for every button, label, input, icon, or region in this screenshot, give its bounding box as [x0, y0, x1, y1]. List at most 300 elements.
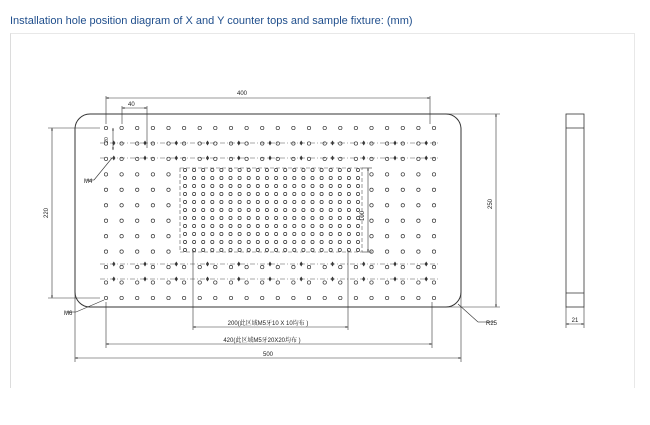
mounting-hole [401, 281, 404, 284]
mounting-hole [136, 188, 139, 191]
mounting-hole [151, 250, 154, 253]
mounting-hole [120, 188, 123, 191]
dense-hole [293, 208, 296, 211]
dense-hole [265, 232, 268, 235]
dense-hole [229, 192, 232, 195]
dense-hole [256, 208, 259, 211]
mounting-hole [120, 235, 123, 238]
dense-hole [356, 184, 359, 187]
dense-hole [356, 176, 359, 179]
dense-hole [293, 200, 296, 203]
dense-hole [202, 232, 205, 235]
dense-hole [183, 232, 186, 235]
dense-hole [265, 192, 268, 195]
dense-hole [193, 232, 196, 235]
mounting-hole [151, 265, 154, 268]
dense-hole [320, 240, 323, 243]
mounting-hole [261, 126, 264, 129]
mounting-hole [432, 173, 435, 176]
dense-hole [256, 184, 259, 187]
dense-hole [347, 240, 350, 243]
dense-hole [338, 176, 341, 179]
mounting-hole [276, 142, 279, 145]
dense-hole [229, 208, 232, 211]
dense-hole [320, 192, 323, 195]
mounting-hole [229, 296, 232, 299]
dense-hole [220, 248, 223, 251]
mounting-hole [307, 265, 310, 268]
mounting-hole [245, 296, 248, 299]
dimension-200-label: 200(此区域M5牙10 X 10均布 ) [227, 321, 309, 327]
dense-hole [302, 208, 305, 211]
dense-hole [238, 168, 241, 171]
mounting-hole [167, 235, 170, 238]
dense-hole [302, 224, 305, 227]
mounting-hole [385, 296, 388, 299]
mounting-hole [229, 265, 232, 268]
mounting-hole [432, 126, 435, 129]
dense-hole [293, 176, 296, 179]
dense-hole [202, 168, 205, 171]
mounting-hole [417, 250, 420, 253]
mounting-hole [323, 296, 326, 299]
dense-hole [183, 248, 186, 251]
dense-hole [311, 240, 314, 243]
dense-hole [229, 216, 232, 219]
dense-hole [284, 216, 287, 219]
dense-hole [356, 248, 359, 251]
dense-hole [202, 240, 205, 243]
dense-hole [275, 208, 278, 211]
mounting-hole [104, 281, 107, 284]
hole-grid [104, 126, 435, 299]
dense-hole [293, 192, 296, 195]
mounting-hole [370, 296, 373, 299]
dense-hole [284, 184, 287, 187]
mounting-hole [214, 142, 217, 145]
dense-hole [347, 176, 350, 179]
dense-hole [247, 232, 250, 235]
dense-hole [275, 168, 278, 171]
dense-hole [193, 216, 196, 219]
mounting-hole [401, 173, 404, 176]
mounting-hole [401, 265, 404, 268]
mounting-hole [401, 204, 404, 207]
mounting-hole [214, 265, 217, 268]
dense-hole [247, 248, 250, 251]
mounting-hole [151, 219, 154, 222]
mounting-hole [167, 188, 170, 191]
dense-hole [193, 184, 196, 187]
mounting-hole [417, 126, 420, 129]
dense-hole [238, 248, 241, 251]
dense-hole [284, 208, 287, 211]
mounting-hole [385, 142, 388, 145]
mounting-hole [104, 126, 107, 129]
mounting-hole [198, 265, 201, 268]
dense-hole [229, 168, 232, 171]
dense-hole [293, 232, 296, 235]
mounting-hole [385, 219, 388, 222]
mounting-hole [417, 235, 420, 238]
mounting-hole [214, 126, 217, 129]
mounting-hole [214, 296, 217, 299]
mounting-hole [370, 235, 373, 238]
dimension-420-label: 420(此区域M5牙20X20均布 ) [223, 338, 301, 344]
mounting-hole [120, 296, 123, 299]
m4-leader [86, 158, 112, 180]
dense-hole [347, 232, 350, 235]
dense-hole [275, 200, 278, 203]
mounting-hole [276, 296, 279, 299]
mounting-hole [167, 265, 170, 268]
mounting-hole [198, 281, 201, 284]
dense-hole [256, 248, 259, 251]
mounting-hole [104, 219, 107, 222]
dense-hole [211, 208, 214, 211]
dense-hole [247, 176, 250, 179]
dense-hole [275, 248, 278, 251]
mounting-hole [136, 250, 139, 253]
dense-hole [311, 184, 314, 187]
mounting-hole [385, 126, 388, 129]
dense-hole [347, 200, 350, 203]
mounting-hole [104, 250, 107, 253]
dimension-250-label: 250 [488, 198, 494, 210]
mounting-hole [323, 126, 326, 129]
dense-hole [202, 176, 205, 179]
dense-hole [256, 224, 259, 227]
mounting-hole [120, 173, 123, 176]
dense-hole [302, 248, 305, 251]
dense-hole [247, 216, 250, 219]
dense-hole [220, 184, 223, 187]
dense-hole [329, 192, 332, 195]
mounting-hole [401, 188, 404, 191]
dense-hole [220, 176, 223, 179]
dense-hole [320, 208, 323, 211]
mounting-hole [385, 173, 388, 176]
mounting-hole [370, 265, 373, 268]
mounting-hole [401, 126, 404, 129]
mounting-hole [276, 126, 279, 129]
mounting-hole [432, 204, 435, 207]
dense-hole [211, 224, 214, 227]
mounting-hole [323, 265, 326, 268]
mounting-hole [370, 126, 373, 129]
dense-hole [183, 176, 186, 179]
mounting-hole [182, 281, 185, 284]
mounting-hole [167, 204, 170, 207]
dense-hole [284, 232, 287, 235]
dense-hole [320, 232, 323, 235]
mounting-hole [432, 188, 435, 191]
mounting-hole [339, 265, 342, 268]
dense-hole [356, 224, 359, 227]
dense-hole [347, 168, 350, 171]
dimension-250 [445, 114, 500, 307]
dense-hole [229, 248, 232, 251]
dense-hole [183, 224, 186, 227]
mounting-hole [245, 142, 248, 145]
dense-hole [302, 200, 305, 203]
mounting-hole [432, 296, 435, 299]
dense-hole [256, 176, 259, 179]
mounting-hole [151, 188, 154, 191]
mounting-hole [167, 281, 170, 284]
mounting-hole [136, 142, 139, 145]
dense-hole [220, 232, 223, 235]
dense-hole [284, 248, 287, 251]
dense-hole [202, 248, 205, 251]
mounting-hole [136, 265, 139, 268]
mounting-hole [307, 296, 310, 299]
dense-hole [211, 200, 214, 203]
dense-hole [311, 168, 314, 171]
mounting-hole [167, 173, 170, 176]
mounting-hole [120, 250, 123, 253]
mounting-hole [276, 281, 279, 284]
dense-hole [211, 232, 214, 235]
mounting-hole [417, 296, 420, 299]
dense-hole [275, 240, 278, 243]
dense-hole [302, 216, 305, 219]
mounting-hole [292, 296, 295, 299]
dense-hole [238, 240, 241, 243]
mounting-hole [120, 219, 123, 222]
m6-label: M6 [64, 311, 73, 317]
dense-hole [220, 200, 223, 203]
mounting-hole [136, 235, 139, 238]
mounting-hole [151, 173, 154, 176]
dense-hole [347, 208, 350, 211]
mounting-hole [292, 142, 295, 145]
mounting-hole [292, 281, 295, 284]
mounting-hole [182, 265, 185, 268]
dense-hole [265, 216, 268, 219]
r25-label: R25 [486, 321, 498, 327]
dense-hole [302, 184, 305, 187]
mounting-hole [385, 204, 388, 207]
dense-hole [238, 184, 241, 187]
mounting-hole [370, 281, 373, 284]
mounting-hole [370, 204, 373, 207]
mounting-hole [120, 126, 123, 129]
mounting-hole [136, 126, 139, 129]
dense-hole [284, 176, 287, 179]
mounting-hole [151, 142, 154, 145]
dense-hole [211, 184, 214, 187]
dense-hole [238, 208, 241, 211]
mounting-hole [323, 142, 326, 145]
dense-hole [329, 184, 332, 187]
dense-hole [284, 224, 287, 227]
mounting-hole [136, 296, 139, 299]
mounting-hole [307, 281, 310, 284]
dense-hole [256, 200, 259, 203]
dense-hole [302, 176, 305, 179]
dense-hole [338, 224, 341, 227]
mounting-hole [354, 265, 357, 268]
dense-hole [211, 248, 214, 251]
dense-hole [356, 240, 359, 243]
mounting-hole [401, 235, 404, 238]
dense-hole [302, 240, 305, 243]
mounting-hole [354, 296, 357, 299]
mounting-hole [417, 204, 420, 207]
dense-hole [320, 184, 323, 187]
mounting-hole [261, 296, 264, 299]
dense-hole [229, 200, 232, 203]
mounting-hole [151, 281, 154, 284]
dense-hole [302, 168, 305, 171]
dense-hole [347, 216, 350, 219]
dense-hole [302, 192, 305, 195]
dense-hole [302, 232, 305, 235]
dimension-21-label: 21 [571, 318, 579, 324]
dense-hole [329, 240, 332, 243]
mounting-hole [307, 142, 310, 145]
dense-hole [193, 192, 196, 195]
mounting-hole [432, 219, 435, 222]
dense-hole [193, 208, 196, 211]
dense-hole [265, 240, 268, 243]
dense-hole [193, 240, 196, 243]
mounting-hole [370, 219, 373, 222]
mounting-hole [136, 219, 139, 222]
dense-hole [311, 224, 314, 227]
mounting-hole [385, 265, 388, 268]
mounting-hole [198, 142, 201, 145]
dense-hole [183, 200, 186, 203]
dimension-20-label: 20 [104, 137, 110, 143]
dense-hole [220, 208, 223, 211]
dense-hole [247, 208, 250, 211]
dense-hole [293, 184, 296, 187]
dense-hole [229, 232, 232, 235]
mounting-hole [401, 296, 404, 299]
mounting-hole [432, 250, 435, 253]
dense-hole [202, 200, 205, 203]
dense-hole [293, 216, 296, 219]
dense-hole [284, 240, 287, 243]
dense-hole [265, 168, 268, 171]
mounting-hole [245, 281, 248, 284]
mounting-hole [385, 250, 388, 253]
mounting-hole [385, 188, 388, 191]
dense-hole [347, 224, 350, 227]
dense-hole [202, 184, 205, 187]
mounting-hole [120, 204, 123, 207]
dense-hole [220, 216, 223, 219]
mounting-hole [104, 235, 107, 238]
mounting-hole [104, 173, 107, 176]
mounting-hole [261, 265, 264, 268]
mounting-hole [182, 126, 185, 129]
dense-hole [211, 216, 214, 219]
mounting-hole [292, 265, 295, 268]
mounting-hole [432, 235, 435, 238]
dense-hole [238, 232, 241, 235]
dense-hole [265, 248, 268, 251]
dense-hole [265, 208, 268, 211]
dense-hole [220, 224, 223, 227]
dense-hole [220, 168, 223, 171]
dense-hole [202, 192, 205, 195]
dense-hole [320, 224, 323, 227]
dense-hole [356, 168, 359, 171]
mounting-hole [245, 126, 248, 129]
dense-hole [338, 216, 341, 219]
mounting-hole [151, 235, 154, 238]
dense-hole [275, 216, 278, 219]
dense-hole [256, 192, 259, 195]
mounting-hole [151, 204, 154, 207]
mounting-hole [214, 281, 217, 284]
dense-hole [311, 208, 314, 211]
dense-hole [275, 224, 278, 227]
dimension-40 [122, 106, 147, 148]
dense-hole [256, 168, 259, 171]
dense-hole [284, 168, 287, 171]
mounting-hole [167, 296, 170, 299]
mounting-hole [385, 235, 388, 238]
dense-hole [293, 224, 296, 227]
dense-hole [238, 192, 241, 195]
dense-hole [347, 184, 350, 187]
dense-hole [265, 176, 268, 179]
dense-hole [183, 216, 186, 219]
dense-hole [247, 200, 250, 203]
mounting-hole [104, 296, 107, 299]
mounting-hole [182, 142, 185, 145]
mounting-hole [136, 204, 139, 207]
dense-hole [284, 200, 287, 203]
mounting-hole [432, 281, 435, 284]
dense-hole [183, 184, 186, 187]
mounting-hole [417, 265, 420, 268]
dense-hole [356, 200, 359, 203]
dimension-400-label: 400 [236, 91, 248, 97]
dense-hole [256, 240, 259, 243]
dense-hole [229, 176, 232, 179]
dense-hole [284, 192, 287, 195]
mounting-hole [120, 281, 123, 284]
dense-hole [338, 248, 341, 251]
dense-hole [347, 192, 350, 195]
dense-hole [202, 216, 205, 219]
dense-hole [193, 224, 196, 227]
mounting-hole [136, 281, 139, 284]
dense-hole [193, 168, 196, 171]
dense-hole [265, 200, 268, 203]
dimension-200 [193, 250, 348, 330]
dense-hole [338, 192, 341, 195]
mounting-hole [354, 142, 357, 145]
centre-lines [100, 143, 440, 279]
dense-hole [338, 232, 341, 235]
mounting-hole [245, 265, 248, 268]
dense-hole [193, 176, 196, 179]
dense-hole [275, 232, 278, 235]
side-view [566, 114, 584, 307]
mounting-hole [307, 126, 310, 129]
dense-hole [265, 184, 268, 187]
mounting-hole [417, 281, 420, 284]
dense-hole [220, 192, 223, 195]
mounting-hole [417, 142, 420, 145]
dense-hole [275, 176, 278, 179]
